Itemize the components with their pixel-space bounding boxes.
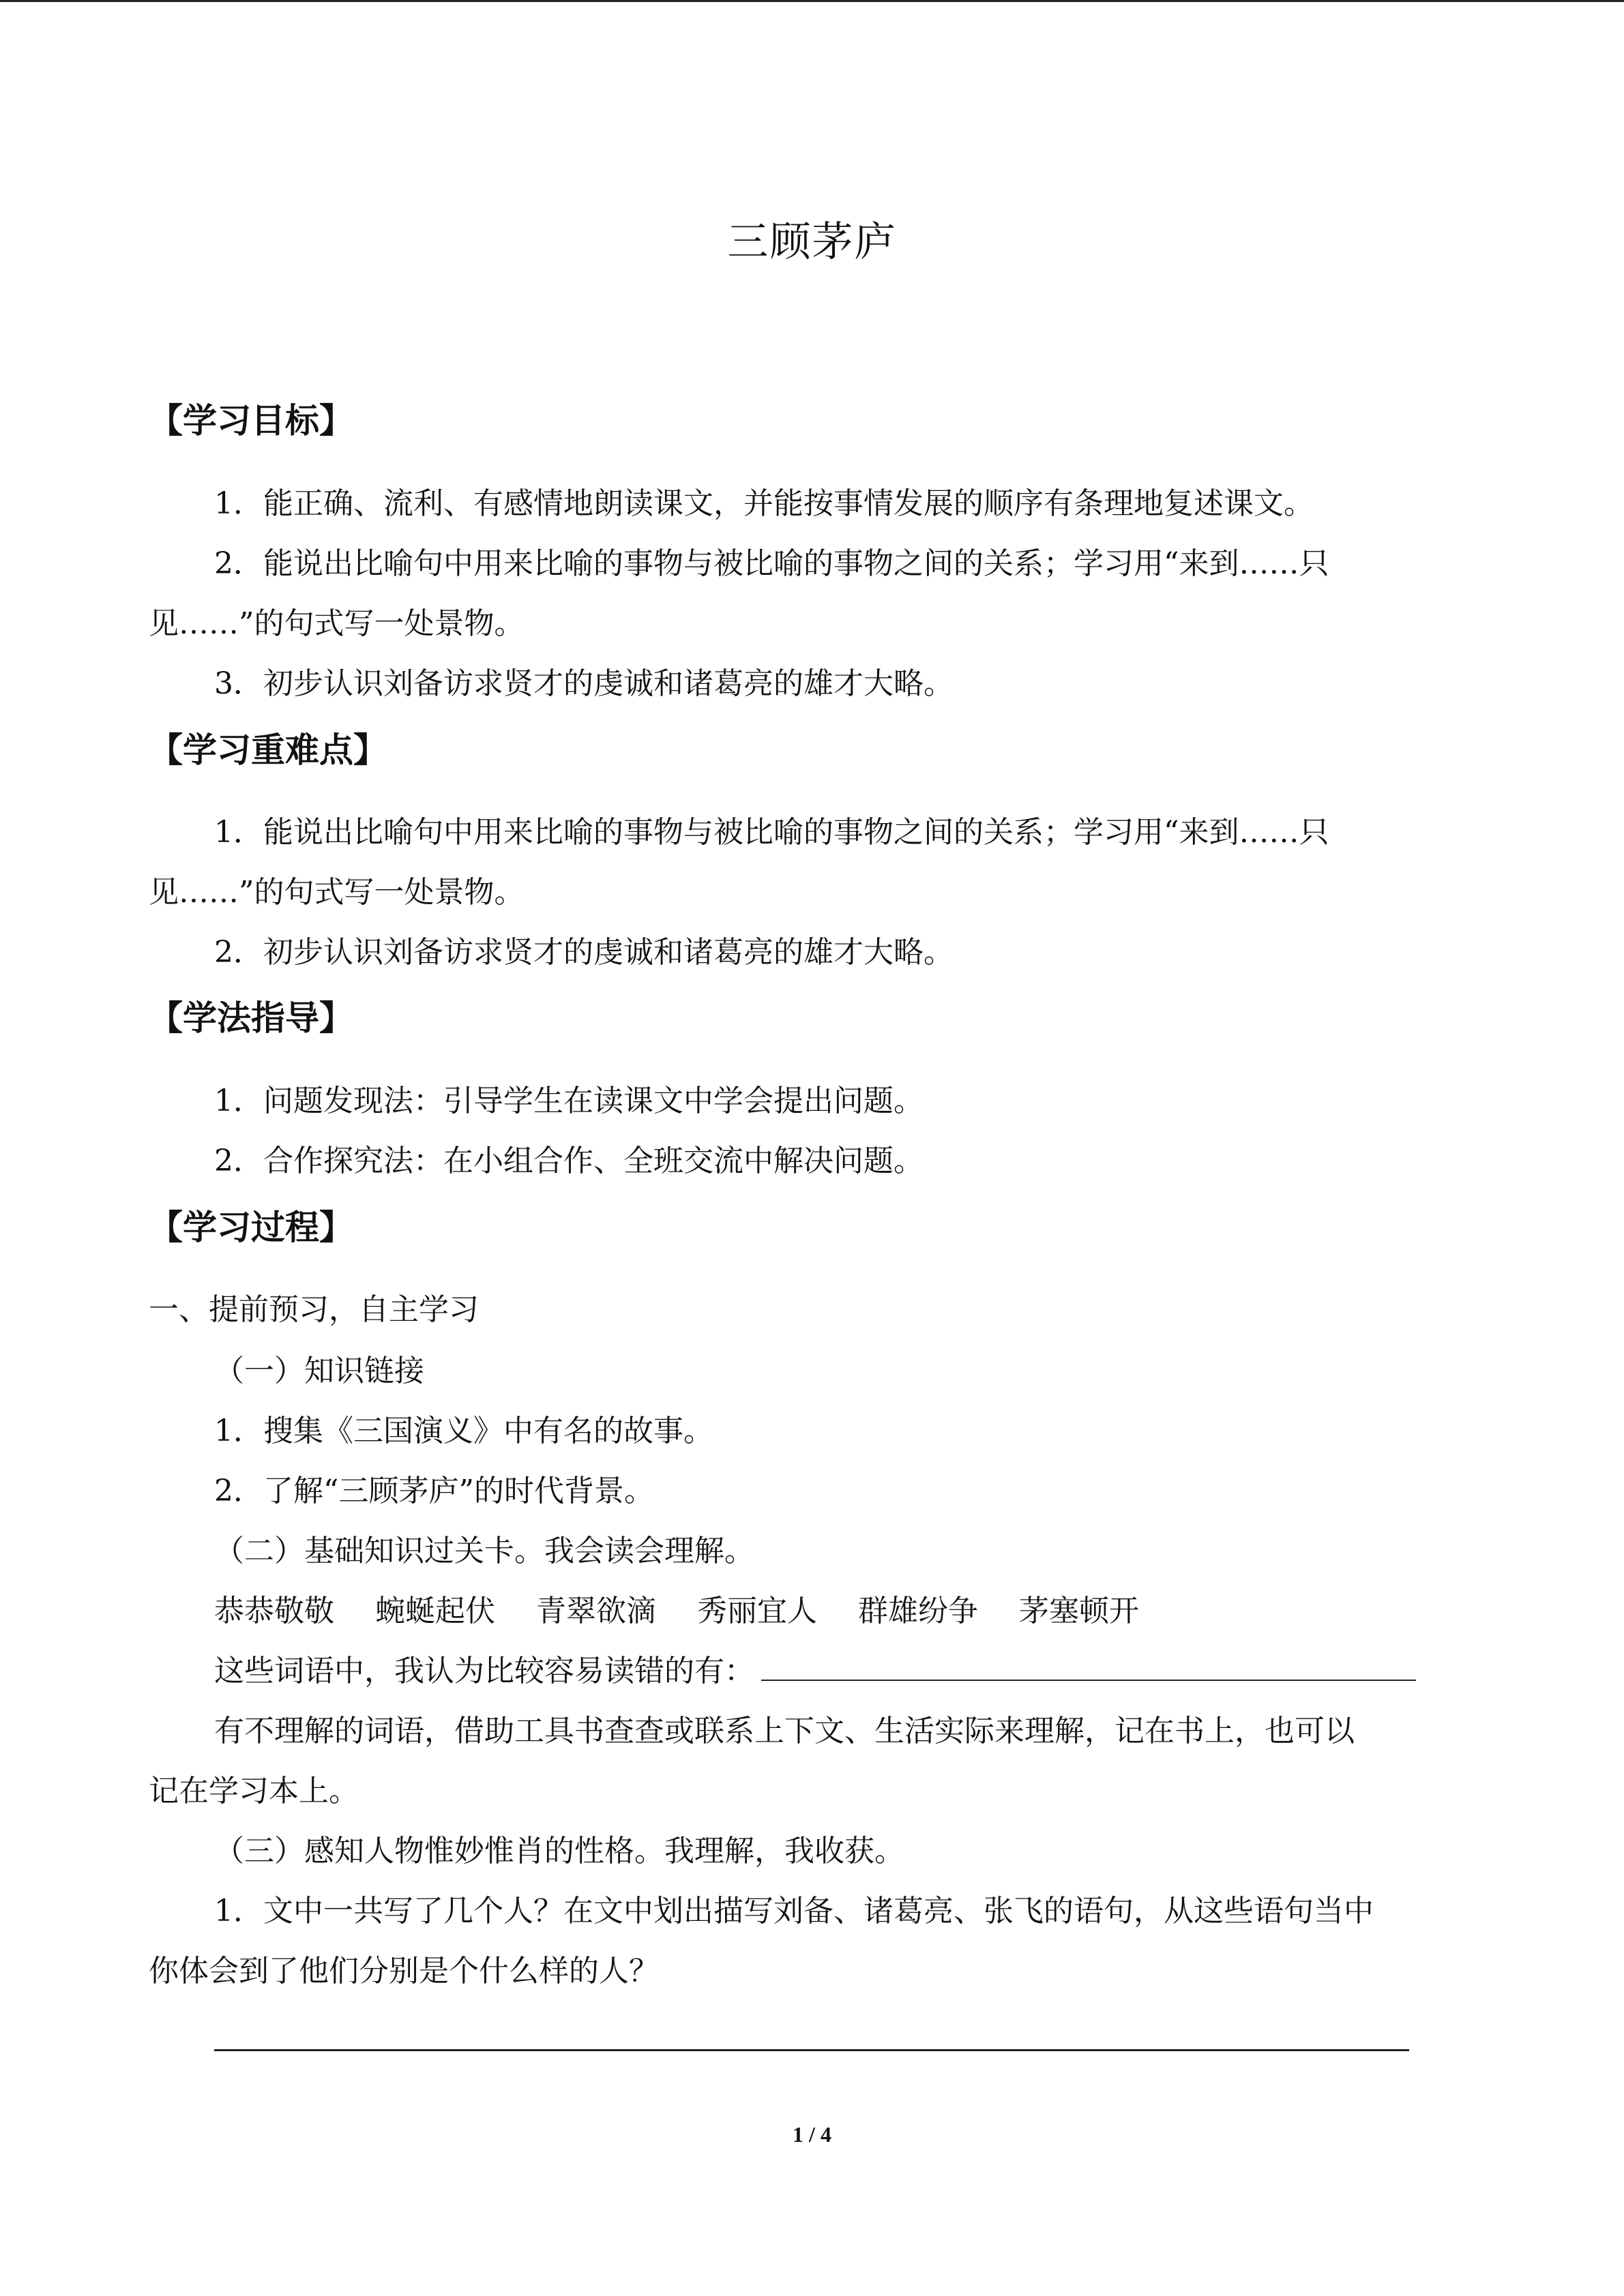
process-sub-3-item-1-line-2: 你体会到了他们分别是个什么样的人？ <box>149 1954 659 1988</box>
unknown-words-line-1: 有不理解的词语，借助工具书查查或联系上下文、生活实际来理解，记在书上，也可以 <box>214 1714 1355 1748</box>
process-sub-1: （一）知识链接 <box>214 1354 424 1388</box>
method-item-1: 1．问题发现法：引导学生在读课文中学会提出问题。 <box>214 1084 924 1118</box>
process-sub-3: （三）感知人物惟妙惟肖的性格。我理解，我收获。 <box>214 1834 904 1868</box>
process-sub-1-item-1: 1．搜集《三国演义》中有名的故事。 <box>214 1414 713 1448</box>
answer-line[interactable] <box>214 2049 1409 2051</box>
section-heading-process: 【学习过程】 <box>149 1208 353 1247</box>
process-sub-1-item-2: 2．了解“三顾茅庐”的时代背景。 <box>214 1474 654 1508</box>
hard-words-answer-blank[interactable] <box>761 1652 1416 1681</box>
process-part-1: 一、提前预习，自主学习 <box>149 1292 479 1327</box>
section-heading-goals: 【学习目标】 <box>149 401 353 441</box>
process-sub-2: （二）基础知识过关卡。我会读会理解。 <box>214 1534 754 1568</box>
vocab-word: 茅塞顿开 <box>1019 1594 1139 1628</box>
key-point-item-1-line-1: 1．能说出比喻句中用来比喻的事物与被比喻的事物之间的关系；学习用“来到……只 <box>214 815 1329 850</box>
page-number: 1 / 4 <box>793 2122 831 2147</box>
vocab-word: 蜿蜒起伏 <box>375 1594 495 1628</box>
goal-item-3: 3．初步认识刘备访求贤才的虔诚和诸葛亮的雄才大略。 <box>214 666 954 701</box>
method-item-2: 2．合作探究法：在小组合作、全班交流中解决问题。 <box>214 1144 924 1178</box>
process-sub-3-item-1-line-1: 1．文中一共写了几个人？在文中划出描写刘备、诸葛亮、张飞的语句，从这些语句当中 <box>214 1894 1374 1928</box>
vocabulary-list <box>214 1591 1170 1632</box>
section-heading-methods: 【学法指导】 <box>149 998 353 1038</box>
vocab-word: 青翠欲滴 <box>536 1594 656 1628</box>
vocab-word: 群雄纷争 <box>858 1594 978 1628</box>
goal-item-1: 1．能正确、流利、有感情地朗读课文，并能按事情发展的顺序有条理地复述课文。 <box>214 486 1314 521</box>
vocab-word: 恭恭敬敬 <box>214 1594 334 1628</box>
key-point-item-1-line-2: 见……”的句式写一处景物。 <box>149 875 525 910</box>
goal-item-2-line-2: 见……”的句式写一处景物。 <box>149 606 525 641</box>
hard-words-row <box>214 1651 1416 1692</box>
page-title: 三顾茅庐 <box>727 218 897 266</box>
section-heading-key-points: 【学习重难点】 <box>149 730 387 770</box>
vocab-word: 秀丽宜人 <box>697 1594 817 1628</box>
unknown-words-line-2: 记在学习本上。 <box>149 1774 359 1808</box>
key-point-item-2: 2．初步认识刘备访求贤才的虔诚和诸葛亮的雄才大略。 <box>214 935 954 970</box>
hard-words-prompt: 这些词语中，我认为比较容易读错的有： <box>214 1654 754 1688</box>
goal-item-2-line-1: 2．能说出比喻句中用来比喻的事物与被比喻的事物之间的关系；学习用“来到……只 <box>214 546 1329 581</box>
